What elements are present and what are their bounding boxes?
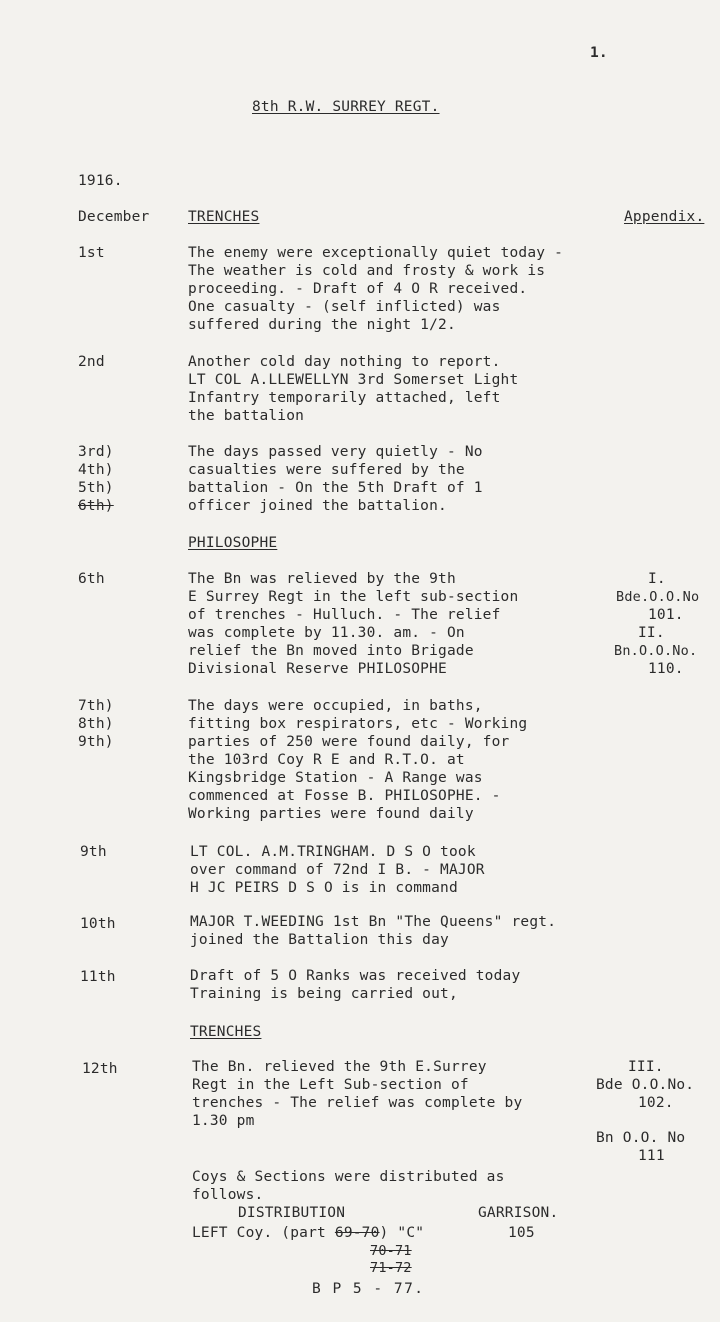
- entry-line: Draft of 5 O Ranks was received today: [190, 968, 521, 984]
- entry-date: 9th): [78, 734, 114, 750]
- struck-trench-range: 71-72: [370, 1260, 412, 1276]
- entry-line: Infantry temporarily attached, left: [188, 390, 501, 406]
- entry-date: 2nd: [78, 354, 105, 370]
- entry-line: relief the Bn moved into Brigade: [188, 643, 474, 659]
- row-label: LEFT Coy. (part: [192, 1225, 326, 1241]
- appendix-ref: 102.: [638, 1095, 674, 1111]
- entry-line: parties of 250 were found daily, for: [188, 734, 510, 750]
- entry-line: H JC PEIRS D S O is in command: [190, 880, 458, 896]
- year: 1916.: [78, 173, 123, 189]
- entry-line: Training is being carried out,: [190, 986, 458, 1002]
- distribution-row: [192, 1224, 424, 1242]
- entry-line: Regt in the Left Sub-section of: [192, 1077, 469, 1093]
- entry-line: 1.30 pm: [192, 1113, 255, 1129]
- appendix-ref: 101.: [648, 607, 684, 623]
- entry-line: E Surrey Regt in the left sub-section: [188, 589, 519, 605]
- entry-line: of trenches - Hulluch. - The relief: [188, 607, 501, 623]
- entry-line: The days passed very quietly - No: [188, 444, 483, 460]
- entry-line: casualties were suffered by the: [188, 462, 465, 478]
- footer-reference: B P 5 - 77.: [312, 1281, 425, 1297]
- entry-line: Divisional Reserve PHILOSOPHE: [188, 661, 447, 677]
- entry-date: 6th: [78, 571, 105, 587]
- entry-line: the 103rd Coy R E and R.T.O. at: [188, 752, 465, 768]
- appendix-ref: II.: [638, 625, 665, 641]
- distribution-intro: Coys & Sections were distributed as: [192, 1169, 505, 1185]
- appendix-heading: Appendix.: [624, 209, 705, 225]
- entry-line: MAJOR T.WEEDING 1st Bn "The Queens" regt.: [190, 914, 557, 930]
- entry-line: LT COL. A.M.TRINGHAM. D S O took: [190, 844, 476, 860]
- distribution-column-header: DISTRIBUTION: [238, 1205, 346, 1221]
- entry-line: joined the Battalion this day: [190, 932, 449, 948]
- entry-line: proceeding. - Draft of 4 O R received.: [188, 281, 528, 297]
- entry-date: 1st: [78, 245, 105, 261]
- entry-line: officer joined the battalion.: [188, 498, 447, 514]
- appendix-ref: Bde.O.O.No: [616, 589, 700, 605]
- section-heading-trenches-2: TRENCHES: [190, 1024, 262, 1040]
- entry-line: the battalion: [188, 408, 305, 424]
- entry-line: Kingsbridge Station - A Range was: [188, 770, 483, 786]
- entry-line: The Bn was relieved by the 9th: [188, 571, 456, 587]
- entry-line: The enemy were exceptionally quiet today -: [188, 245, 564, 261]
- entry-line: trenches - The relief was complete by: [192, 1095, 523, 1111]
- entry-line: fitting box respirators, etc - Working: [188, 716, 528, 732]
- entry-date: 9th: [80, 844, 107, 860]
- page-number: 1.: [590, 45, 608, 61]
- section-heading-trenches: TRENCHES: [188, 209, 260, 225]
- appendix-ref: 111: [638, 1148, 665, 1164]
- entry-line: The days were occupied, in baths,: [188, 698, 483, 714]
- entry-line: over command of 72nd I B. - MAJOR: [190, 862, 485, 878]
- struck-trench-range: 70-71: [370, 1243, 412, 1259]
- garrison-value: 105: [508, 1225, 535, 1241]
- appendix-ref: III.: [628, 1059, 664, 1075]
- entry-date: 10th: [80, 916, 116, 932]
- entry-line: The Bn. relieved the 9th E.Surrey: [192, 1059, 487, 1075]
- entry-date: 5th): [78, 480, 114, 496]
- entry-line: suffered during the night 1/2.: [188, 317, 456, 333]
- page-title: 8th R.W. SURREY REGT.: [252, 99, 440, 115]
- month-label: December: [78, 209, 150, 225]
- appendix-ref: 110.: [648, 661, 684, 677]
- appendix-ref: Bn O.O. No: [596, 1130, 686, 1146]
- distribution-intro: follows.: [192, 1187, 264, 1203]
- appendix-ref: Bn.O.O.No.: [614, 643, 698, 659]
- entry-line: Working parties were found daily: [188, 806, 474, 822]
- entry-date: 3rd): [78, 444, 114, 460]
- entry-line: One casualty - (self inflicted) was: [188, 299, 501, 315]
- row-suffix: ) "C": [379, 1225, 425, 1241]
- entry-line: was complete by 11.30. am. - On: [188, 625, 465, 641]
- appendix-ref: I.: [648, 571, 666, 587]
- struck-trench-range: 69-70: [334, 1225, 380, 1241]
- entry-line: commenced at Fosse B. PHILOSOPHE. -: [188, 788, 501, 804]
- appendix-ref: Bde O.O.No.: [596, 1077, 695, 1093]
- entry-date: 11th: [80, 969, 116, 985]
- garrison-column-header: GARRISON.: [478, 1205, 559, 1221]
- entry-date: 4th): [78, 462, 114, 478]
- section-heading-philosophe: PHILOSOPHE: [188, 535, 278, 551]
- entry-line: The weather is cold and frosty & work is: [188, 263, 546, 279]
- entry-date: 8th): [78, 716, 114, 732]
- entry-date: 12th: [82, 1061, 118, 1077]
- entry-line: Another cold day nothing to report.: [188, 354, 501, 370]
- entry-line: battalion - On the 5th Draft of 1: [188, 480, 483, 496]
- struck-entry-date: 6th): [78, 498, 114, 514]
- entry-date: 7th): [78, 698, 114, 714]
- entry-line: LT COL A.LLEWELLYN 3rd Somerset Light: [188, 372, 519, 388]
